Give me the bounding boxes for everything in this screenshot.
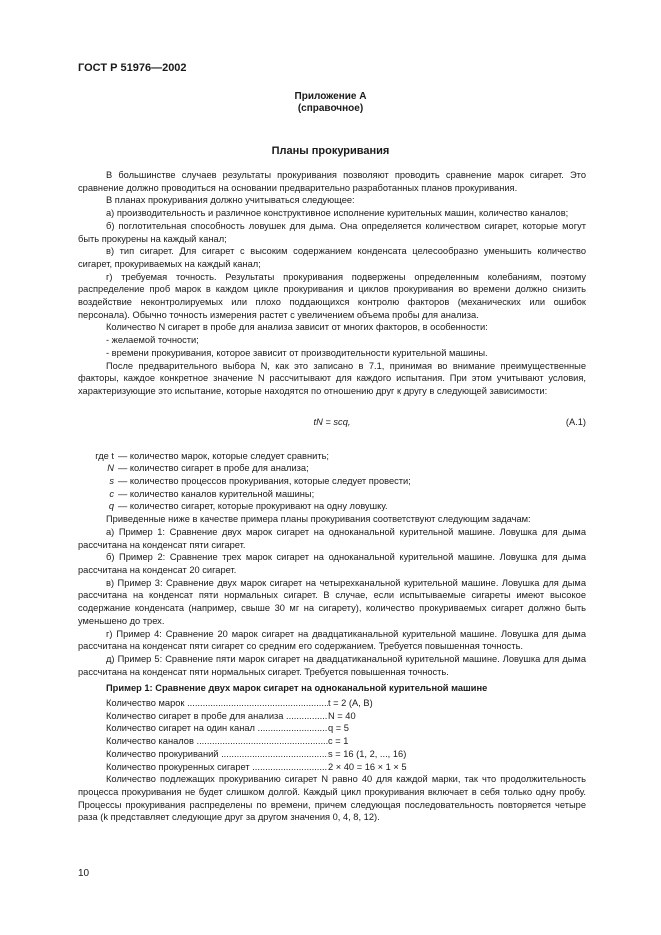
parameter-label: Количество каналов .....: [106, 735, 328, 748]
paragraph: а) производительность и различное конструктивное исполнение курительных машин, количество каналов;: [106, 208, 569, 219]
parameter-label: Количество прокуренных сигарет .....: [106, 761, 328, 774]
paragraph: г) требуемая точность. Результаты прокуривания подвержены определенным колебаниям, поэтому распределение проб марок в каждом цикле прокуривания и циклов прокуривания во времени должно снизить воздействие неконтролируемых или плохо поддающихся контролю факторов (механических или ошибок персонала). Обычно точность измерения растет с увеличением объема пробы для анализа.: [78, 271, 586, 320]
paragraph: б) поглотительная способность ловушек для дыма. Она определяется количеством сигарет, которые могут быть прокурены на каждый канал;: [78, 220, 586, 244]
paragraph: - времени прокуривания, которое зависит от производительности курительной машины.: [106, 347, 488, 358]
legend-text: — количество процессов прокуривания, которые следует провести;: [118, 476, 411, 487]
appendix-title: Приложение А: [294, 91, 367, 102]
appendix-subtitle: (справочное): [297, 103, 364, 114]
section-title: Планы прокуривания: [271, 145, 390, 157]
legend-text: — количество каналов курительной машины;: [118, 488, 315, 499]
example-task: а) Пример 1: Сравнение двух марок сигарет на одноканальной курительной машине. Ловушка для дыма рассчитана на конденсат пяти сигарет.: [78, 526, 586, 550]
variable-legend: [78, 450, 586, 514]
parameter-label: Количество сигарет на один канал .....: [106, 722, 328, 735]
parameter-row: [78, 697, 586, 710]
legend-row: [78, 488, 586, 501]
paragraph: в) тип сигарет. Для сигарет с высоким содержанием конденсата целесообразно уменьшить количество сигарет, прокуриваемых на каждый канал;: [78, 246, 586, 269]
legend-symbol: N: [107, 463, 114, 474]
parameter-row: [78, 710, 586, 723]
legend-symbol: s: [109, 476, 114, 487]
legend-row: [78, 475, 586, 488]
paragraph: В планах прокуривания должно учитываться следующее:: [106, 195, 355, 206]
parameter-label: Количество марок .....: [106, 697, 328, 710]
formula-expression: tN = scq,: [313, 416, 351, 427]
legend-symbol: q: [108, 501, 114, 512]
parameter-row: [78, 761, 586, 774]
paragraph: После предварительного выбора N, как это записано в 7.1, принимая во внимание преимущественные факторы, каждое конкретное значение N рассчитывают для каждого испытания. При этом учитывают условия, характеризующие это испытание, которые находятся по отношению друг к другу в следующей зависимости:: [78, 360, 586, 396]
parameter-value: q = 5: [328, 723, 349, 734]
legend-symbol: c: [109, 488, 114, 499]
page-number: 10: [78, 868, 90, 879]
formula-a1: [78, 416, 586, 430]
document-body: [78, 169, 586, 824]
example1-closing: Количество подлежащих прокуриванию сигарет N равно 40 для каждой марки, так что продолжительность процесса прокуривания не будет слишком долгой. Каждый цикл прокуривания включает в себя только одну пробу. Процессы прокуривания распределены по времени, причем следующая последовательность повторяется четыре раза (k представляет следующие друг за другом значения 0, 4, 8, 12).: [78, 774, 586, 823]
example-task: б) Пример 2: Сравнение трех марок сигарет на одноканальной курительной машине. Ловушка для дыма рассчитана на конденсат 20 сигарет.: [78, 552, 586, 575]
legend-text: — количество сигарет, которые прокуривают на одну ловушку.: [118, 501, 388, 512]
examples-intro: Приведенные ниже в качестве примера планы прокуривания соответствуют следующим задачам:: [106, 514, 531, 525]
parameter-row: [78, 722, 586, 735]
example1-parameters: [78, 697, 586, 773]
paragraph: - желаемой точности;: [106, 335, 199, 346]
legend-row: [78, 500, 586, 513]
parameter-value: s = 16 (1, 2, ..., 16): [328, 748, 407, 759]
parameter-value: 2 × 40 = 16 × 1 × 5: [328, 761, 407, 772]
formula-number: (А.1): [565, 416, 586, 427]
appendix-heading: [0, 91, 661, 115]
parameter-value: t = 2 (A, B): [328, 698, 373, 709]
example1-title: Пример 1: Сравнение двух марок сигарет на одноканальной курительной машине: [106, 683, 488, 694]
paragraph: Количество N сигарет в пробе для анализа зависит от многих факторов, в особенности:: [106, 322, 488, 333]
parameter-value: c = 1: [328, 736, 349, 747]
parameter-row: [78, 735, 586, 748]
legend-row: [78, 450, 586, 463]
paragraph: В большинстве случаев результаты прокуривания позволяют проводить сравнение марок сигарет. Это сравнение должно проводиться на основании предварительно разработанных планов прокуривания.: [78, 170, 586, 193]
legend-text: — количество марок, которые следует сравнить;: [118, 450, 329, 461]
standard-header: ГОСТ Р 51976—2002: [78, 62, 187, 74]
legend-row: [78, 462, 586, 475]
parameter-label: Количество прокуриваний .....: [106, 748, 328, 761]
example-task: в) Пример 3: Сравнение двух марок сигарет на четырехканальной курительной машине. Ловушка для дыма рассчитана на конденсат пяти нормальных сигарет. В случае, если испытываемые сигареты имеют высокое содержание конденсата (например, свыше 30 мг на сигарету), количество прокуриваемых сигарет должно быть уменьшено до трех.: [78, 577, 586, 626]
parameter-row: [78, 748, 586, 761]
example-task: г) Пример 4: Сравнение 20 марок сигарет на двадцатиканальной курительной машине. Ловушка для дыма рассчитана на конденсат пяти сигарет со средним его содержанием. Требуется повышенная точность.: [78, 628, 586, 652]
parameter-label: Количество сигарет в пробе для анализа .....: [106, 710, 328, 723]
parameter-value: N = 40: [328, 710, 356, 721]
legend-symbol: где t: [95, 450, 114, 461]
example-task: д) Пример 5: Сравнение пяти марок сигарет на двадцатиканальной курительной машине. Ловушка для дыма рассчитана на конденсат пяти нормальных сигарет. Требуется повышенная точность.: [78, 653, 586, 677]
legend-text: — количество сигарет в пробе для анализа;: [118, 463, 309, 474]
